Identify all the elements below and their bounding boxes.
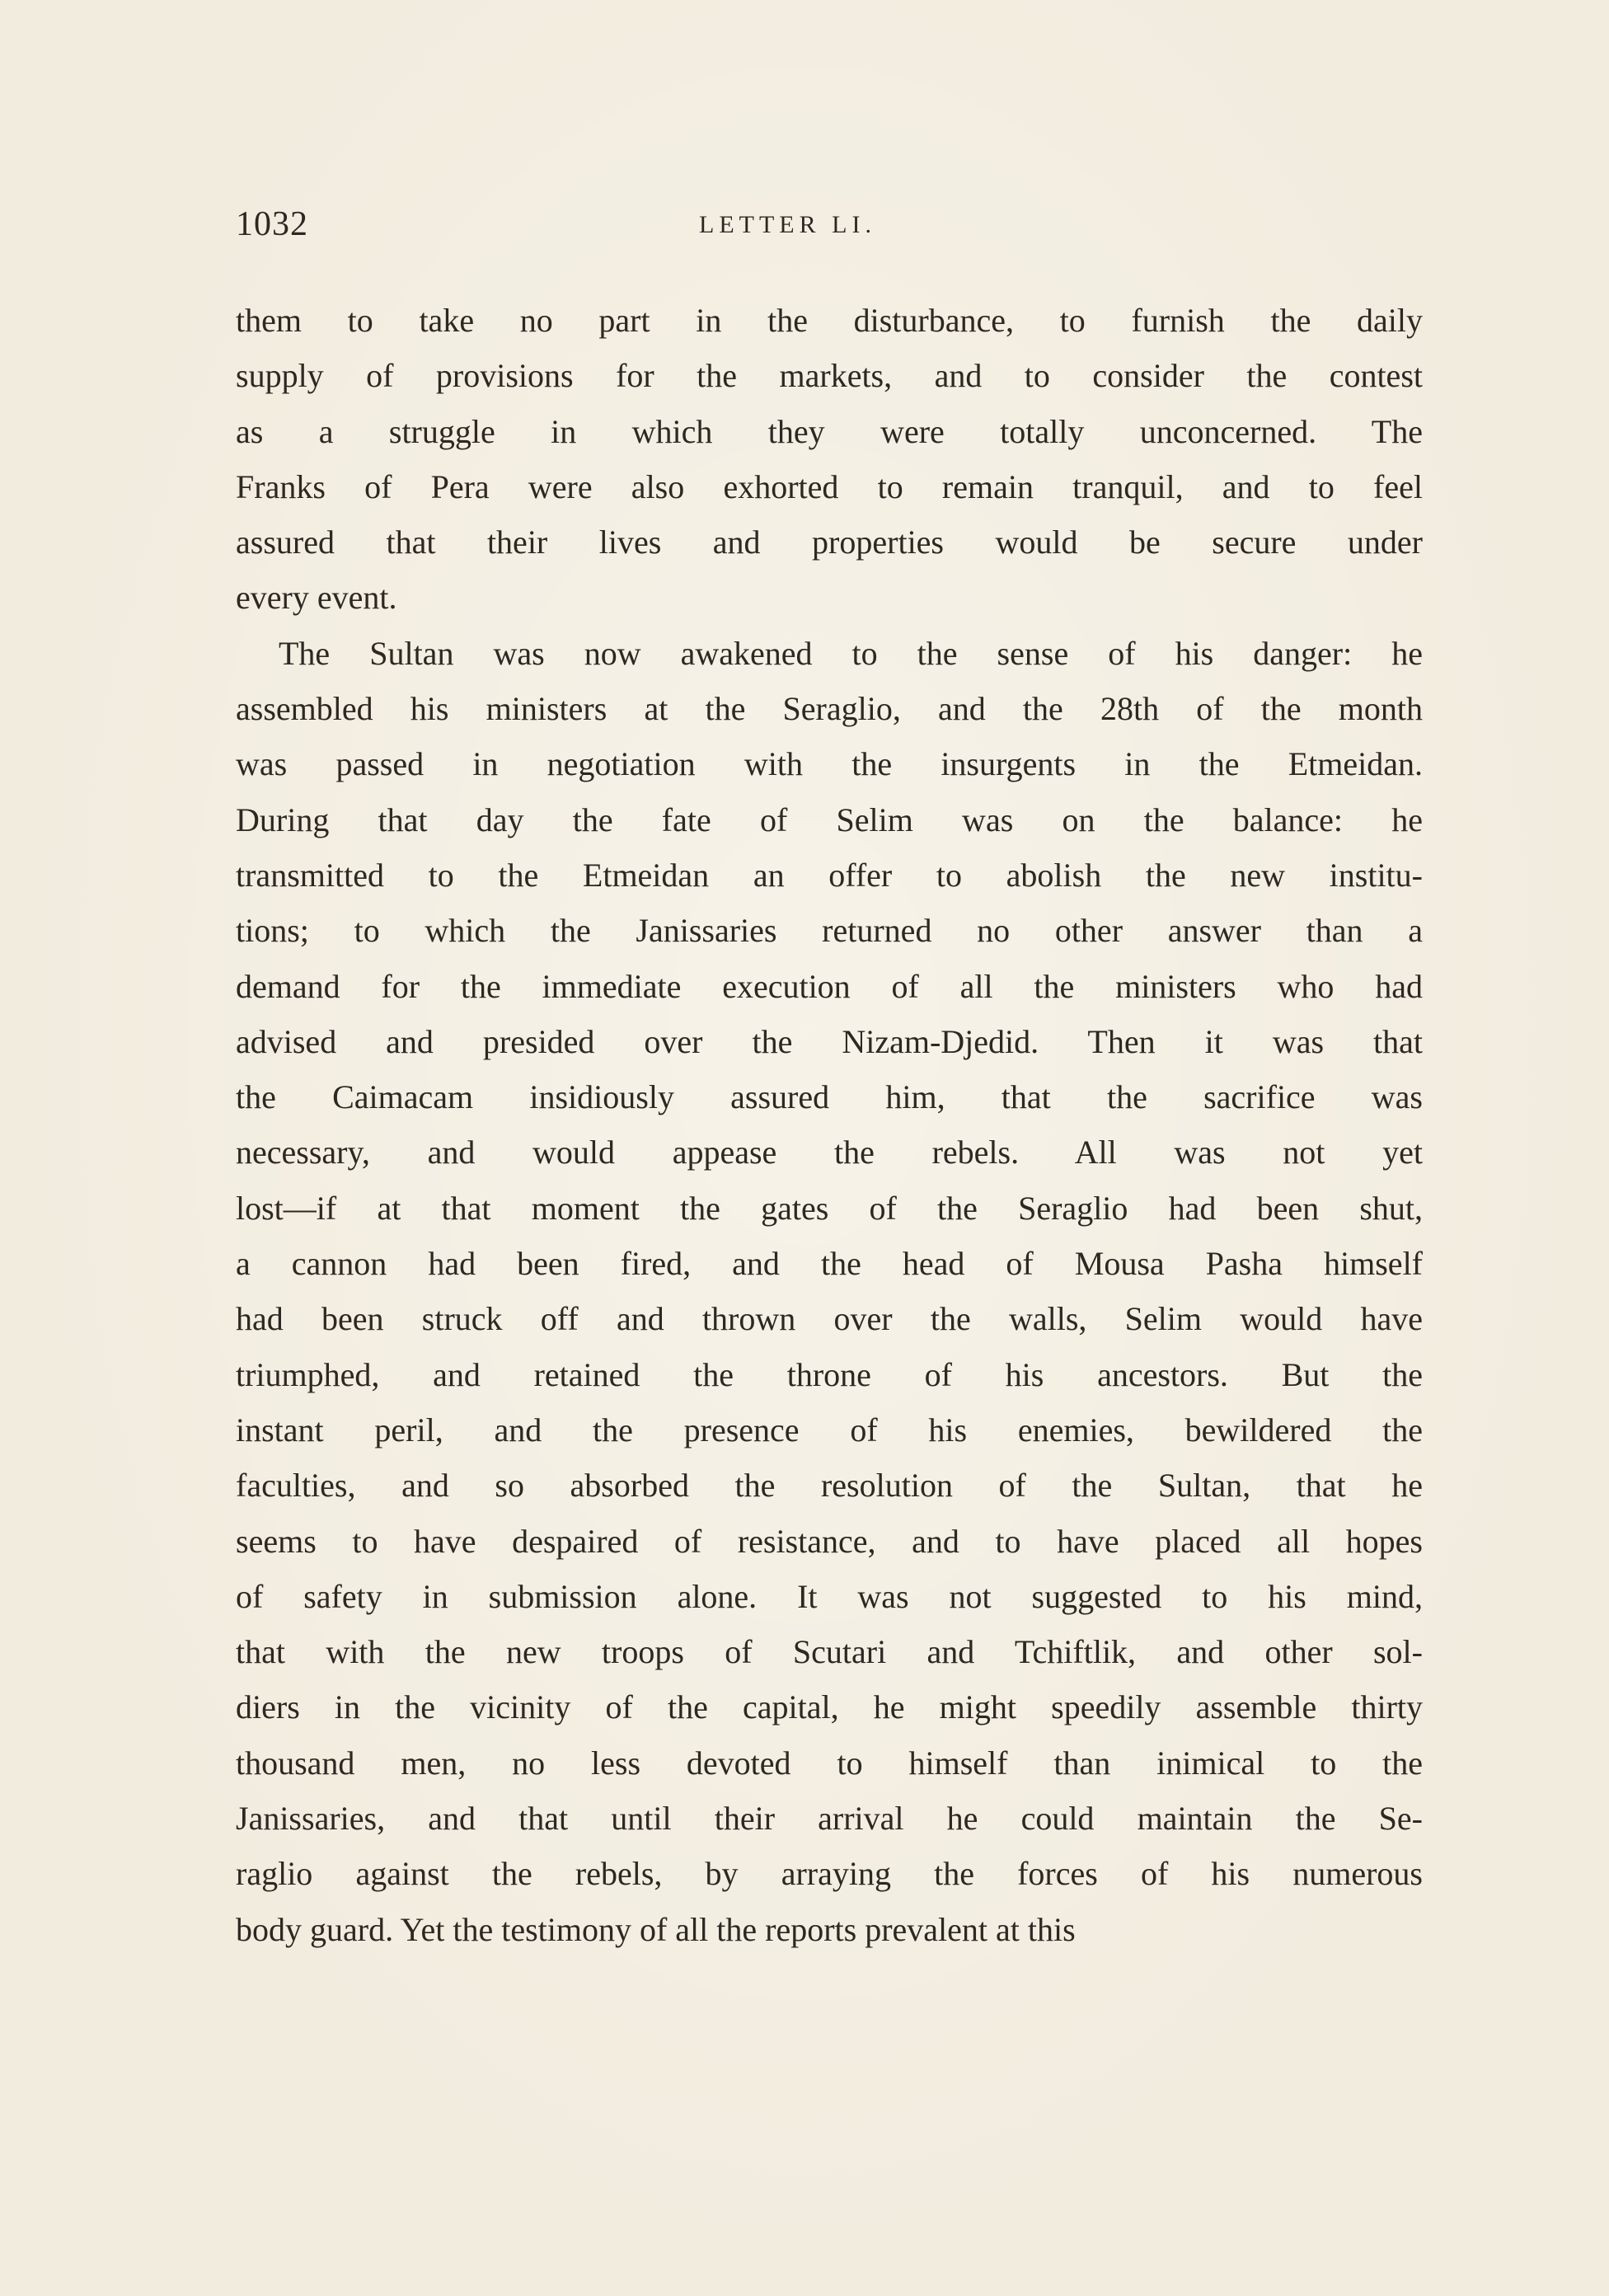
- text-line: During that day the fate of Selim was on the balance: he: [236, 801, 1423, 838]
- running-head: [236, 204, 1423, 254]
- body-text: [236, 293, 1423, 1957]
- text-line: advised and presided over the Nizam-Djedid. Then it was that: [236, 1022, 1423, 1060]
- text-line: faculties, and so absorbed the resolution of the Sultan, that he: [236, 1467, 1423, 1505]
- text-line: lost—if at that moment the gates of the Seraglio had been shut,: [236, 1189, 1423, 1227]
- text-line: Janissaries, and that until their arrival he could maintain the Se-: [236, 1800, 1423, 1838]
- paragraph-end-line: every event.: [236, 579, 397, 617]
- running-title: LETTER LI.: [699, 211, 876, 238]
- text-line: supply of provisions for the markets, and to consider the contest: [236, 357, 1423, 395]
- text-line: assembled his ministers at the Seraglio, and the 28th of the month: [236, 690, 1423, 728]
- text-line: was passed in negotiation with the insurgents in the Etmeidan.: [236, 745, 1423, 783]
- text-line: tions; to which the Janissaries returned no other answer than a: [236, 912, 1423, 950]
- text-line: assured that their lives and properties would be secure under: [236, 524, 1423, 561]
- page-number: 1032: [236, 205, 308, 243]
- text-line: a cannon had been fired, and the head of Mousa Pasha himself: [236, 1245, 1423, 1283]
- text-line: them to take no part in the disturbance, to furnish the daily: [236, 302, 1423, 339]
- text-line: diers in the vicinity of the capital, he might speedily assemble thirty: [236, 1688, 1423, 1726]
- text-line: that with the new troops of Scutari and Tchiftlik, and other sol-: [236, 1633, 1423, 1671]
- text-line: transmitted to the Etmeidan an offer to abolish the new institu-: [236, 856, 1423, 894]
- text-line: instant peril, and the presence of his enemies, bewildered the: [236, 1411, 1423, 1448]
- text-line: body guard. Yet the testimony of all the reports prevalent at this: [236, 1910, 1076, 1948]
- text-line: triumphed, and retained the throne of his ancestors. But the: [236, 1355, 1423, 1393]
- text-line: as a struggle in which they were totally unconcerned. The: [236, 412, 1423, 450]
- text-line: demand for the immediate execution of all the ministers who had: [236, 967, 1423, 1005]
- text-line: Franks of Pera were also exhorted to remain tranquil, and to feel: [236, 467, 1423, 505]
- text-line: of safety in submission alone. It was not suggested to his mind,: [236, 1577, 1423, 1615]
- text-line: seems to have despaired of resistance, and to have placed all hopes: [236, 1522, 1423, 1560]
- text-line: thousand men, no less devoted to himself than inimical to the: [236, 1744, 1423, 1782]
- text-line: raglio against the rebels, by arraying the forces of his numerous: [236, 1855, 1423, 1893]
- text-line: necessary, and would appease the rebels. All was not yet: [236, 1134, 1423, 1171]
- text-line: the Caimacam insidiously assured him, that the sacrifice was: [236, 1078, 1423, 1116]
- paragraph-start-line: The Sultan was now awakened to the sense of his danger: he: [279, 634, 1423, 672]
- text-line: had been struck off and thrown over the walls, Selim would have: [236, 1300, 1423, 1338]
